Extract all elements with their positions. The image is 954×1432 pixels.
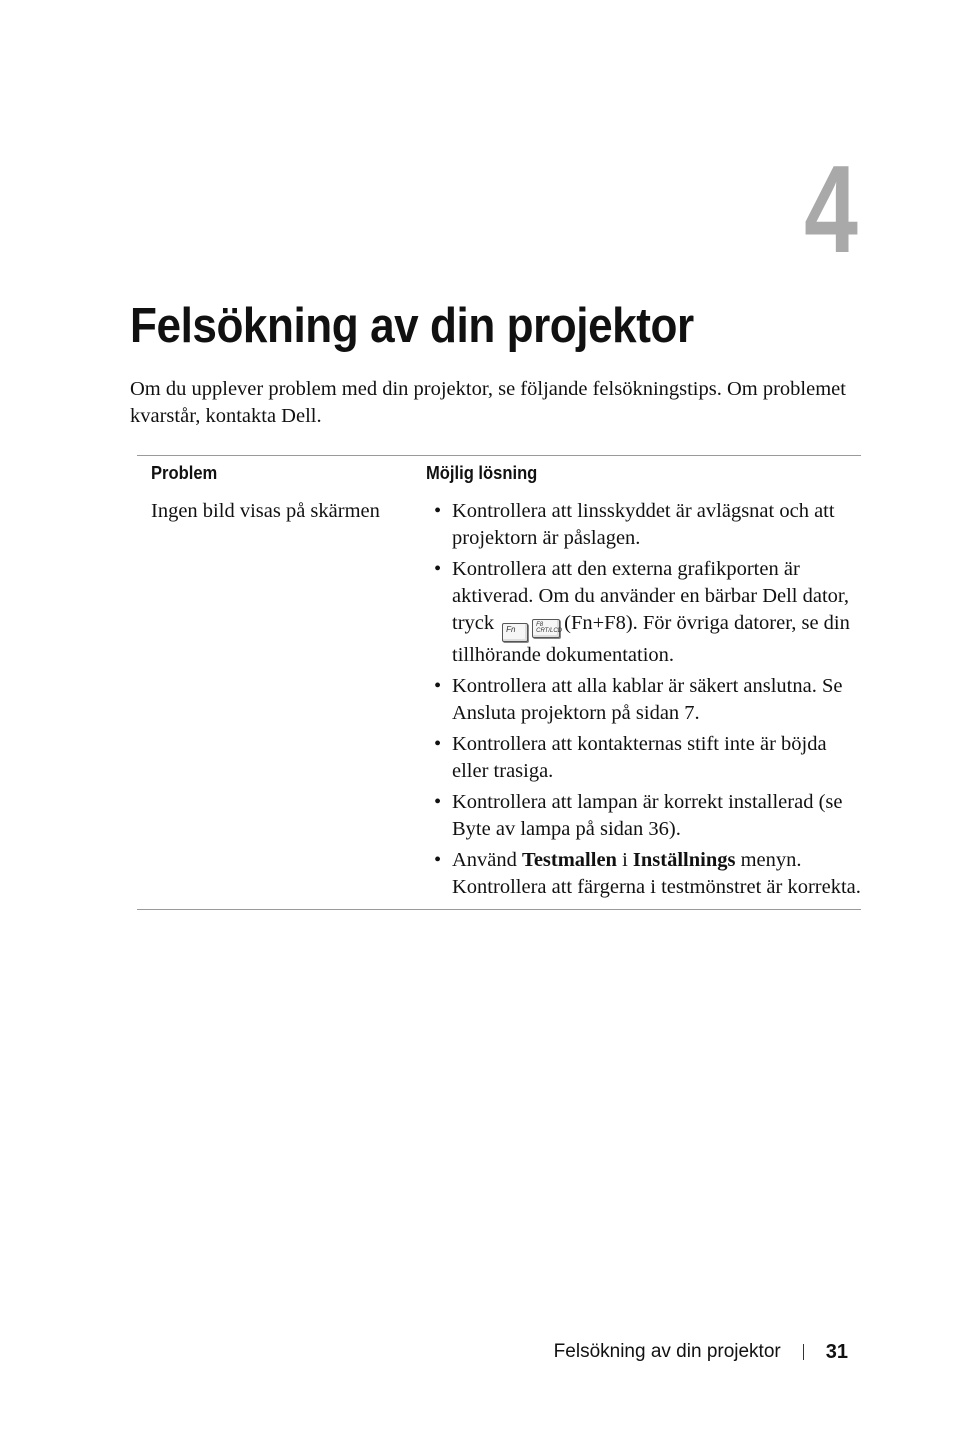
- header-solution: Möjlig lösning: [426, 463, 538, 483]
- solution-text: Kontrollera att kontakternas stift inte är böjda eller trasiga.: [452, 733, 827, 782]
- intro-paragraph: Om du upplever problem med din projektor, se följande felsökningstips. Om problemet kvarstår, kontakta Dell.: [130, 378, 846, 427]
- solution-item: [426, 498, 861, 552]
- table-row: [137, 492, 861, 909]
- bullet: •: [434, 791, 442, 813]
- solution-text: i: [622, 849, 628, 871]
- solution-text-cont: (Fn+F8). För övriga datorer, se din tillhörande dokumentation.: [452, 612, 850, 666]
- header-problem: Problem: [151, 463, 218, 483]
- bullet: •: [434, 500, 442, 522]
- troubleshooting-table: [137, 455, 861, 910]
- solution-item: [426, 556, 861, 669]
- header-problem-cell: [137, 462, 426, 492]
- page-number: 31: [825, 1341, 848, 1363]
- solution-text: Kontrollera att linsskyddet är avlägsnat och att projektorn är påslagen.: [452, 500, 835, 549]
- bullet: •: [434, 733, 442, 755]
- footer-title: Felsökning av din projektor: [553, 1341, 781, 1362]
- bullet: •: [434, 558, 442, 580]
- solution-item: [426, 847, 861, 901]
- bullet: •: [434, 675, 442, 697]
- problem-cell: Ingen bild visas på skärmen: [151, 500, 380, 522]
- table-header-row: [137, 456, 861, 492]
- solution-text: Kontrollera att alla kablar är säkert anslutna. Se Ansluta projektorn på sidan 7.: [452, 675, 843, 724]
- chapter-title: Felsökning av din projektor: [130, 299, 694, 353]
- page-footer: [554, 1340, 848, 1364]
- solution-item: [426, 673, 861, 727]
- chapter-number: 4: [804, 141, 858, 279]
- fn-key-icon: Fn: [502, 623, 528, 642]
- f8-crt-lcd-key-icon: F8 CRT/LCD: [532, 619, 560, 638]
- solution-list: [426, 498, 861, 901]
- solution-text: menyn. Kontrollera att färgerna i testmönstret är korrekta.: [452, 849, 861, 898]
- solution-cell: [426, 498, 861, 905]
- solution-emphasis: Testmallen: [522, 849, 617, 871]
- solution-emphasis: Inställnings: [632, 849, 736, 871]
- solution-text: Använd: [452, 849, 517, 871]
- footer-divider: [803, 1344, 804, 1360]
- solution-item: [426, 731, 861, 785]
- solution-text: Kontrollera att den externa grafikporten är aktiverad. Om du använder en bärbar Dell dator, tryck: [452, 558, 850, 634]
- solution-text: Kontrollera att lampan är korrekt installerad (se Byte av lampa på sidan 36).: [452, 791, 843, 840]
- bullet: •: [434, 849, 442, 871]
- solution-item: [426, 789, 861, 843]
- header-solution-cell: [426, 462, 547, 492]
